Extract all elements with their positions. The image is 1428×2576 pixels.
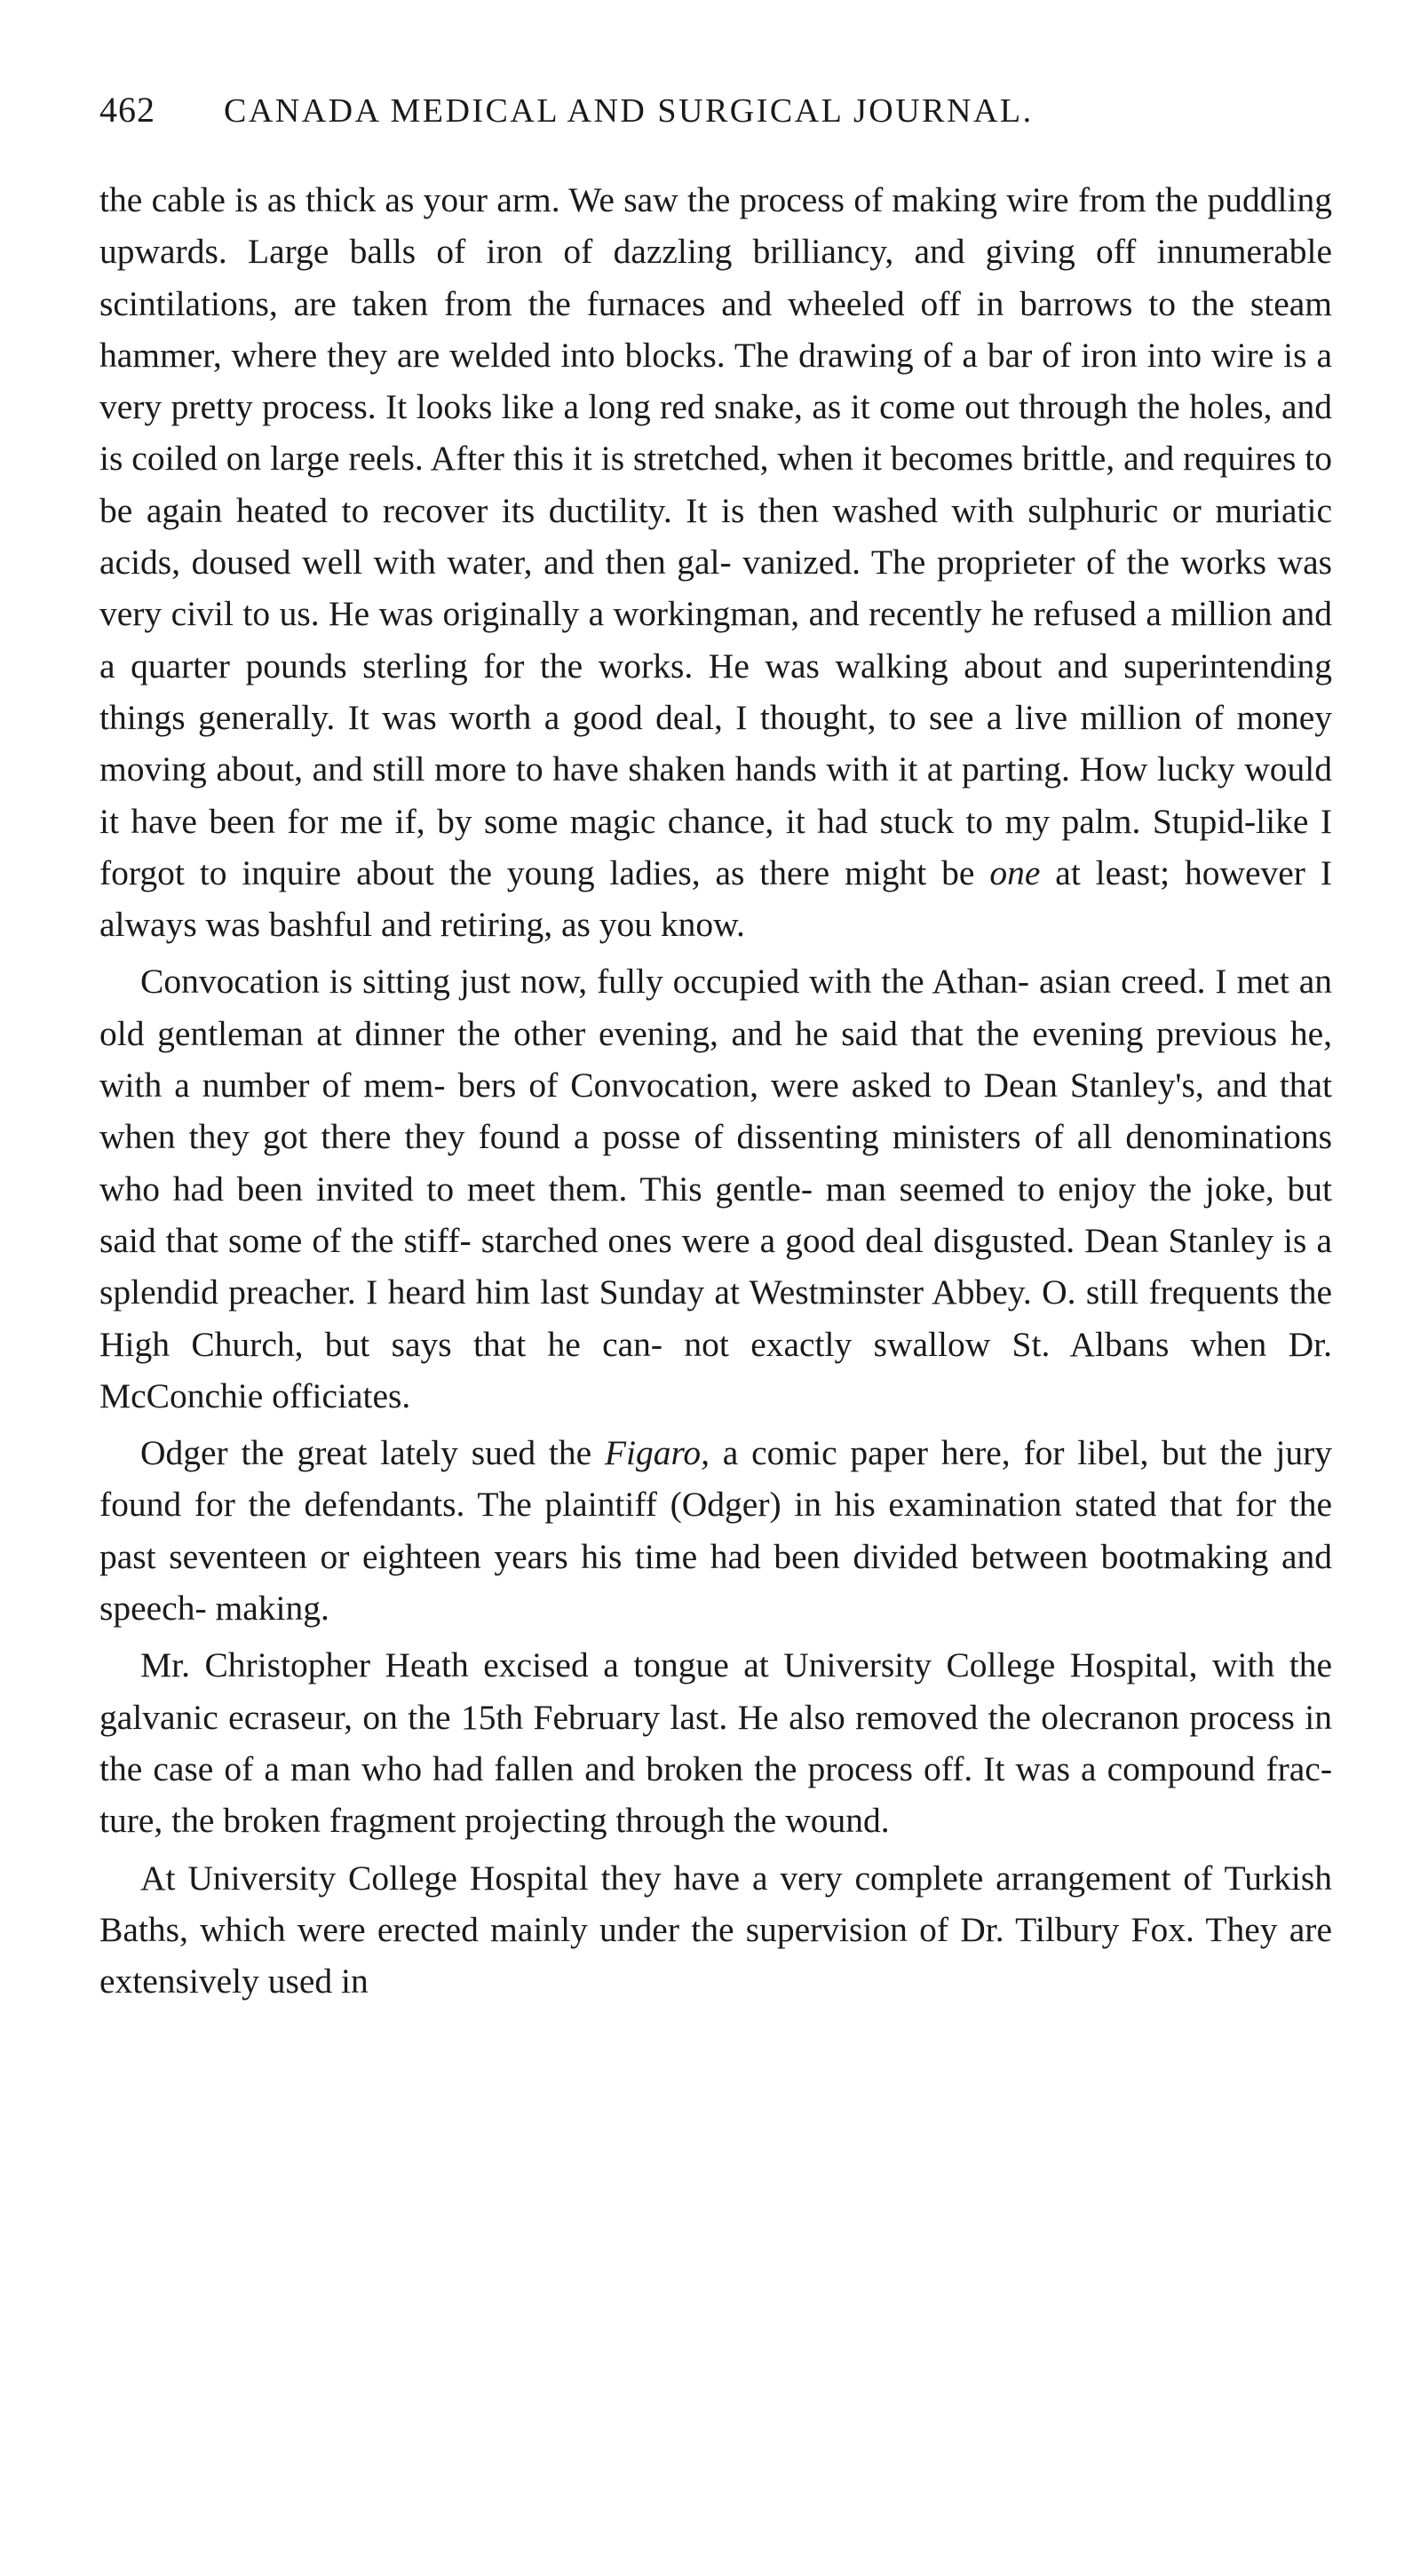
journal-title: CANADA MEDICAL AND SURGICAL JOURNAL. bbox=[224, 92, 1034, 130]
page-number: 462 bbox=[99, 90, 155, 130]
paragraph-heath bbox=[99, 1639, 1332, 1846]
running-head bbox=[99, 89, 1332, 133]
paragraph-turkish-baths bbox=[99, 1852, 1332, 2008]
paragraph-text: the cable is as thick as your arm. We saw the process of making wire from the puddling upwards. Large balls of iron of dazzling brilliancy, and giving off innumerable scintilations, are taken from the furnaces and wheeled off in barrows to the steam hammer, where they are welded into blocks. The drawing of a bar of iron into wire is a very pretty process. It looks like a long red snake, as it come out through the holes, and is coiled on large reels. After this it is stretched, when it becomes brittle, and requires to be again heated to recover its ductility. It is then washed with sulphuric or muriatic acids, doused well with water, and then gal- vanized. The proprieter of the works was very civil to us. He was originally a workingman, and recently he refused a million and a quarter pounds sterling for the works. He was walking about and superintending things generally. It was worth a good deal, I thought, to see a live million of money moving about, and still more to have shaken hands with it at parting. How lucky would it have been for me if, by some magic chance, it had stuck to my palm. Stupid-like I forgot to inquire about the young ladies, as there might be bbox=[99, 180, 1332, 892]
paragraph-text: Convocation is sitting just now, fully occupied with the Athan- asian creed. I met an old gentleman at dinner the other evening, and he said that the evening previous he, with a number of mem- bers of Convocation, were asked to Dean Stanley's, and that when they got there they found a posse of dissenting ministers of all denominations who had been invited to meet them. This gentle- man seemed to enjoy the joke, but said that some of the stiff- starched ones were a good deal disgusted. Dean Stanley is a splendid preacher. I heard him last Sunday at Westminster Abbey. O. still frequents the High Church, but says that he can- not exactly swallow St. Albans when Dr. McConchie officiates. bbox=[99, 962, 1332, 1415]
paragraph-text: Odger the great lately sued the bbox=[140, 1433, 605, 1473]
paragraph-text: at least; however I always was bashful and retiring, as you know. bbox=[99, 852, 1332, 945]
paragraph-convocation bbox=[99, 955, 1332, 1422]
paragraph-text: a comic paper here, for libel, but the jury found for the defendants. The plaintiff (Odger) in his examination stated that for the past seventeen or eighteen years his time had been divided between bootmaking and speech- making. bbox=[99, 1433, 1332, 1629]
italic-text: one bbox=[989, 852, 1041, 892]
paragraph-wire-works bbox=[99, 174, 1332, 950]
italic-text: Figaro, bbox=[604, 1433, 710, 1473]
article-body bbox=[99, 174, 1332, 2007]
paragraph-text: At University College Hospital they have a very complete arrangement of Turkish Baths, which were erected mainly under the supervision of Dr. Tilbury Fox. They are extensively used in bbox=[99, 1858, 1332, 2001]
paragraph-text: Mr. Christopher Heath excised a tongue at University College Hospital, with the galvanic ecraseur, on the 15th February last. He also removed the olecranon process in the case of a man who had fallen and broken the process off. It was a compound frac- ture, the broken fragment projecting through the wound. bbox=[99, 1645, 1332, 1841]
journal-page bbox=[99, 89, 1332, 2007]
paragraph-odger bbox=[99, 1427, 1332, 1634]
